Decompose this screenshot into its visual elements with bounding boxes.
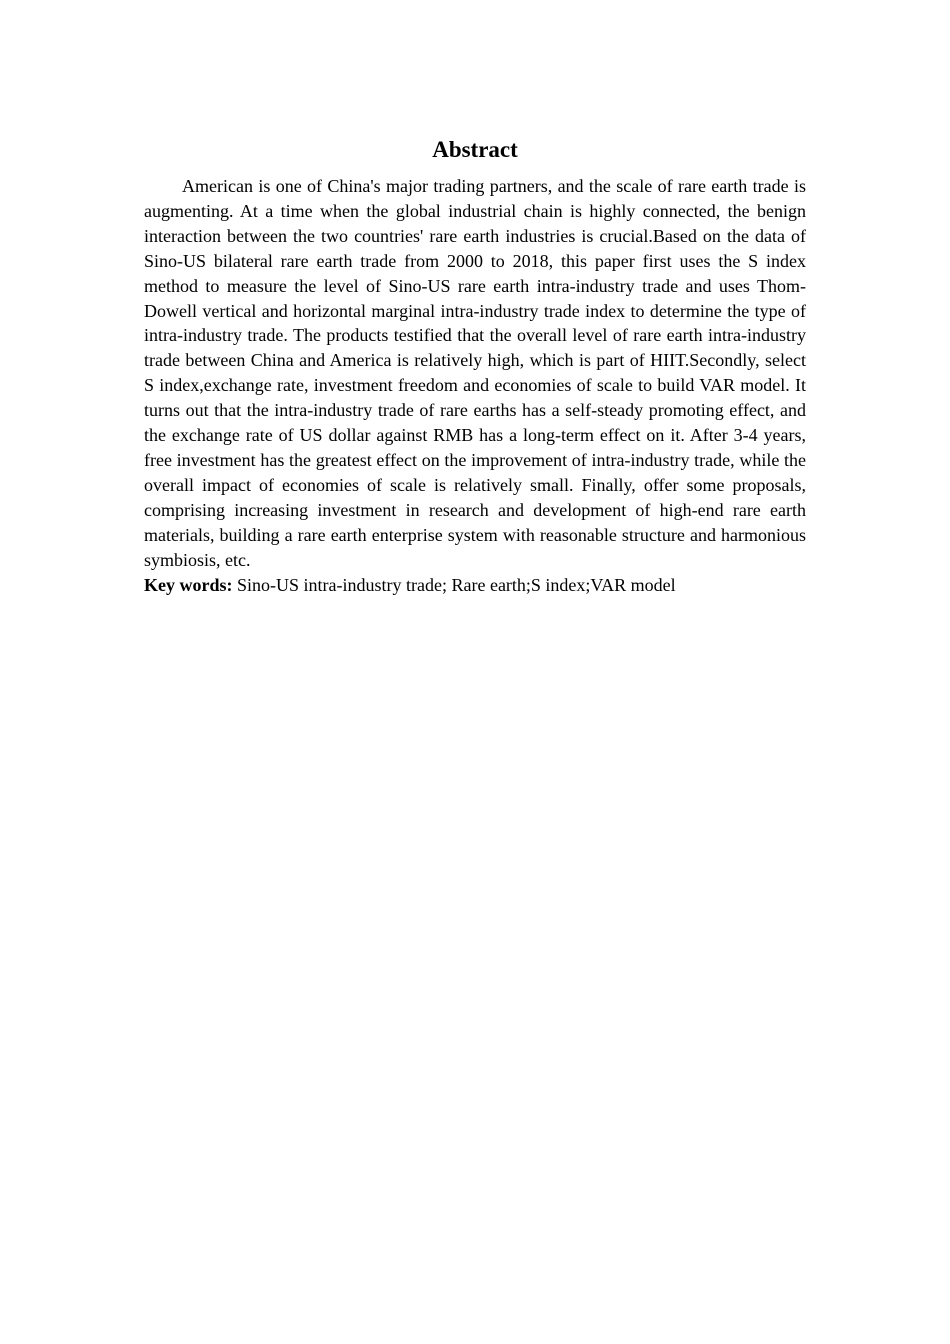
keywords-line xyxy=(144,573,806,598)
abstract-section xyxy=(144,134,806,597)
keywords-label: Key words: xyxy=(144,574,233,595)
keywords-text: Sino-US intra-industry trade; Rare earth;S index;VAR model xyxy=(232,574,676,595)
abstract-title: Abstract xyxy=(432,137,518,162)
abstract-body: American is one of China's major trading partners, and the scale of rare earth trade is augmenting. At a time when the global industrial chain is highly connected, the benign interaction between the two countries' rare earth industries is crucial.Based on the data of Sino-US bilateral rare earth trade from 2000 to 2018, this paper first uses the S index method to measure the level of Sino-US rare earth intra-industry trade and uses Thom-Dowell vertical and horizontal marginal intra-industry trade index to determine the type of intra-industry trade. The products testified that the overall level of rare earth intra-industry trade between China and America is relatively high, which is part of HIIT.Secondly, select S index,exchange rate, investment freedom and economies of scale to build VAR model. It turns out that the intra-industry trade of rare earths has a self-steady promoting effect, and the exchange rate of US dollar against RMB has a long-term effect on it. After 3-4 years, free investment has the greatest effect on the improvement of intra-industry trade, while the overall impact of economies of scale is relatively small. Finally, offer some proposals, comprising increasing investment in research and development of high-end rare earth materials, building a rare earth enterprise system with reasonable structure and harmonious symbiosis, etc. xyxy=(144,176,806,570)
